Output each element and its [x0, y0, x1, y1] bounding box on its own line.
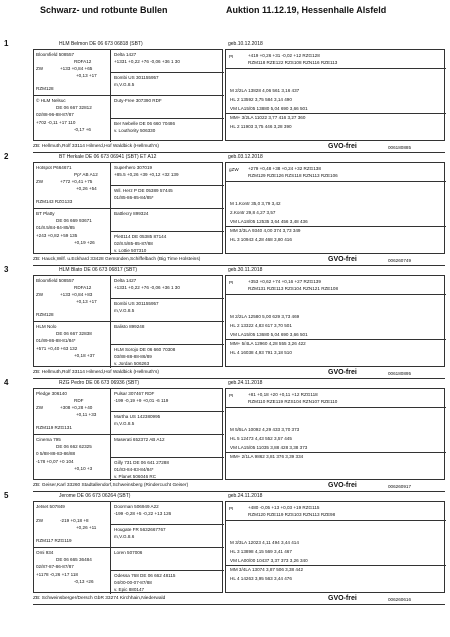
maternal-granddam-dates: 01/83-84-83-84/84* — [114, 467, 154, 472]
sire-values: +772 +0,41 +75 — [60, 179, 93, 184]
performance-box — [225, 162, 445, 254]
performance-divider — [226, 68, 446, 69]
dam-dates: 0 5/88-88-83-86/88 — [36, 451, 76, 456]
sire-zw-label: ZW — [36, 66, 44, 71]
paternal-grandsire: Pulsar 307467 RDF — [114, 391, 155, 396]
dam-values: +1178 -0,26 +17 118 — [36, 572, 78, 577]
lactation-row: M 2/2LA 12580 5,00 629 3,73 469 — [230, 314, 300, 319]
lactation-row: M 5/5LA 10092 4,29 433 3,70 373 — [230, 427, 300, 432]
paternal-grandsire: Doorman 506949 A22 — [114, 504, 159, 509]
entry-id: 006260749 — [388, 258, 411, 263]
sire-values-2: +0,26 +54 — [76, 186, 97, 191]
lactation-row: M 2/2LA 13828 4,06 561 3,16 437 — [230, 88, 300, 93]
maternal-granddam-dates: 04/00-00-07-87/88 — [114, 580, 152, 585]
birth-date: geb.10.12.2018 — [228, 41, 263, 47]
pedigree-divider — [34, 208, 110, 209]
sire-zw-label: ZW — [36, 292, 44, 297]
birth-date: geb.24.11.2018 — [228, 380, 263, 386]
auction-title: Auktion 11.12.19, Hessenhalle Alsfeld — [226, 5, 387, 15]
paternal-grandsire-values: +1331 +0,22 +76 -0,06 +36 1 30 — [114, 285, 180, 290]
pedigree-divider — [110, 344, 224, 345]
maternal-grandsire-dam: v. Epic 880147 — [114, 587, 145, 592]
pedigree-box — [33, 49, 223, 141]
dam-name: Cinema 795 — [36, 437, 61, 442]
sire-values: +133 +0,84 +65 — [60, 66, 93, 71]
sire-values-2: +0,26 +11 — [76, 525, 97, 530]
bull-name: Jerome DE 06 673 06264 (SBT) — [59, 493, 131, 499]
dam-id: DE 06 662 62325 — [56, 444, 92, 449]
lactation-row: HL 4 16038 4,93 791 3,18 510 — [230, 350, 292, 355]
entry-footer — [33, 256, 445, 264]
entry-id: 006260917 — [388, 484, 411, 489]
breeding-values: +353 +0,62 +74 +0,16 +27 RZG139 — [248, 279, 321, 284]
maternal-grandsire: Battlecry 899324 — [114, 211, 149, 216]
pedigree-divider — [110, 547, 224, 548]
dam-dates: 01/8.5/84-84-85/85 — [36, 225, 75, 230]
lot-number: 3 — [4, 265, 9, 274]
dam-values-2: -0,17 +6 — [74, 127, 91, 132]
lactation-row: VM LA15/05 11035 3,88 428 3,38 373 — [230, 445, 308, 450]
maternal-granddam: Gilly 731 DE 06 641 27288 — [114, 460, 169, 465]
dam-name: Omi 934 — [36, 550, 54, 555]
sire-zw-label: ZW — [36, 518, 44, 523]
lactation-row: HL 3 10943 4,28 468 3,80 416 — [230, 237, 292, 242]
page-header — [40, 5, 445, 17]
breeder-info: ZB: Hellmuth,Rolf 33114 Hilmerd,Hof Waldbick (Hellmuth's) — [33, 144, 159, 149]
lactation-row: MM+ 2/1LA 9862 3,81 376 3,39 334 — [230, 454, 304, 459]
dam-values-2: +0,10 +3 — [74, 466, 93, 471]
entry-title-row — [33, 40, 445, 49]
gvo-free-label: GVO-frei — [328, 595, 357, 602]
pedigree-divider — [110, 185, 224, 186]
pedigree-divider — [110, 72, 224, 73]
lot-number: 2 — [4, 152, 9, 161]
sire-rzm: RZM117 RZG119 — [36, 538, 72, 543]
dam-id: DE 06 667 32812 — [56, 105, 92, 110]
relative-breeding-values: RZM110 RZE119 RZS104 RZN107 RZE110 — [248, 399, 338, 404]
breeder-info: ZB: Hauck,Wilf. u.Eckhard 33428 Gemünden,Schiffelbach (Big Time Holsteins) — [33, 257, 201, 262]
entry-footer — [33, 369, 445, 377]
pedigree-divider — [110, 163, 111, 255]
entry-id: 006260616 — [388, 597, 411, 602]
gvo-free-label: GVO-frei — [328, 256, 357, 263]
performance-divider — [226, 520, 446, 521]
index-label: PI — [229, 393, 234, 398]
entry-title-row — [33, 153, 445, 162]
catalog-title: Schwarz- und rotbunte Bullen — [40, 5, 168, 15]
dam-values: -178 +0,07 +0 104 — [36, 459, 74, 464]
performance-box — [225, 388, 445, 480]
paternal-granddam-score: m,V.G.8.6 — [114, 534, 135, 539]
gvo-free-label: GVO-frei — [328, 482, 357, 489]
entry-title-row — [33, 266, 445, 275]
index-label: PI — [229, 280, 234, 285]
pedigree-divider — [34, 547, 110, 548]
pedigree-divider — [110, 95, 224, 96]
performance-box — [225, 275, 445, 367]
pedigree-box — [33, 275, 223, 367]
lactation-row: VM LA18/05 12535 3,64 456 3,48 436 — [230, 219, 308, 224]
bull-name: RZG Pedro DE 06 673 06936 (SBT) — [59, 380, 140, 386]
entry-title-row — [33, 492, 445, 501]
pedigree-divider — [110, 231, 224, 232]
sire-code: Pp* AB A12 — [74, 172, 98, 177]
relative-breeding-values: RZM118 RZE122 RZS108 RZN116 RZE113 — [248, 60, 338, 65]
paternal-grandsire-values: +1331 +0,22 +76 -0,06 +36 1 30 — [114, 59, 180, 64]
dam-id: DE 06 667 32838 — [56, 331, 92, 336]
lactation-row: VM LA15/05 13880 5,04 690 3,66 501 — [230, 106, 308, 111]
maternal-grandsire: Maserati 652372 AB A12 — [114, 437, 165, 442]
dam-name: HLM Nolo — [36, 324, 57, 329]
sire-rzm: RZM128 — [36, 86, 54, 91]
bull-name: HLM Blato DE 06 673 06817 (SBT) — [59, 267, 138, 273]
sire-values-2: +0,13 +17 — [76, 299, 97, 304]
breeder-info: ZB: Hellmuth,Rolf 33114 Hilmerd,Hof Waldbick (Hellmuth's) — [33, 370, 159, 375]
dam-name: © HLM Nelsuc — [36, 98, 66, 103]
dam-dates: 02/88-96-88-87/87 — [36, 112, 74, 117]
sire-values: -219 +0,18 +8 — [60, 518, 89, 523]
performance-box — [225, 49, 445, 141]
performance-divider — [226, 226, 446, 227]
lactation-row: MM 3/3LA 9340 4,00 374 3,73 349 — [230, 228, 301, 233]
entry-footer — [33, 143, 445, 151]
lactation-row: VM LA00/00 10437 3,37 373 3,26 340 — [230, 558, 308, 563]
paternal-granddam-score: m,V.G.8.5 — [114, 82, 135, 87]
bull-name: BT Herkale DE 06 673 06941 (SBT) ET A12 — [59, 154, 157, 160]
lactation-row: HL 2 13592 3,75 584 3,14 490 — [230, 97, 292, 102]
paternal-grandsire-values: -199 -0,28 +5 -0,22 +13 126 — [114, 511, 172, 516]
sire-name: Bloomfield 508557 — [36, 278, 75, 283]
dam-values-2: +0,18 +37 — [74, 353, 95, 358]
gvo-free-label: GVO-frei — [328, 143, 357, 150]
maternal-granddam: Ber Nebelle DE 06 660 70486 — [114, 121, 176, 126]
dam-values-2: -0,13 +26 — [74, 579, 94, 584]
pedigree-box — [33, 162, 223, 254]
maternal-grandsire: Duty-Free 307390 RDF — [114, 98, 162, 103]
paternal-grandsire: Delta 1427 — [114, 52, 137, 57]
lot-number: 4 — [4, 378, 9, 387]
pedigree-divider — [34, 95, 110, 96]
dam-dates: 01/89-86-88-81/84* — [36, 338, 76, 343]
index-label: PI — [229, 506, 234, 511]
lactation-row: M 3/3LA 12023 4,11 494 3,44 414 — [230, 540, 299, 545]
sire-values: +308 +0,28 +40 — [60, 405, 93, 410]
sire-zw-label: ZW — [36, 405, 44, 410]
bull-name: HLM Belmon DE 06 673 06818 (SBT) — [59, 41, 143, 47]
dam-name: BT Platty — [36, 211, 55, 216]
paternal-granddam: Bombi US 301155957 — [114, 301, 159, 306]
lot-number: 1 — [4, 39, 9, 48]
pedigree-box — [33, 388, 223, 480]
maternal-grandsire-dam: v. Planet 506046 RC — [114, 474, 157, 479]
breeding-values: +419 +0,26 +31 -0,02 +12 RZG128 — [248, 53, 320, 58]
relative-breeding-values: RZM131 RZE113 RZS104 RZN121 RZE108 — [248, 286, 339, 291]
birth-date: geb.24.11.2018 — [228, 493, 263, 499]
birth-date: geb.30.11.2018 — [228, 267, 263, 273]
relative-breeding-values: RZM129 RZE126 RZS118 RZN113 RZE106 — [248, 173, 338, 178]
index-label: gZW — [229, 167, 239, 172]
breeder-info: ZB: Schweinsberger/Dersch GbR 33274 Kirchhain,Niederwald — [33, 596, 166, 601]
sire-zw-label: ZW — [36, 179, 44, 184]
sire-name: Jetset 507849 — [36, 504, 65, 509]
gvo-free-label: GVO-frei — [328, 369, 357, 376]
sire-code: RDFA12 — [74, 285, 92, 290]
paternal-granddam: Bombi US 301155957 — [114, 75, 159, 80]
maternal-granddam-dates: 03/88-88-88-86/89 — [114, 354, 152, 359]
pedigree-box — [33, 501, 223, 593]
maternal-granddam: HLM Sorojo DE 06 660 70308 — [114, 347, 176, 352]
pedigree-divider — [110, 434, 224, 435]
lactation-row: HL 2 13322 4,83 617 3,70 501 — [230, 323, 292, 328]
maternal-granddam-dates: 02/8.5/85-85-87/88 — [114, 241, 153, 246]
pedigree-divider — [110, 411, 224, 412]
dam-dates: 02/87-87-86-87/87 — [36, 564, 74, 569]
sire-values: +133 +0,84 +83 — [60, 292, 93, 297]
lot-number: 5 — [4, 491, 9, 500]
entry-title-row — [33, 379, 445, 388]
birth-date: geb.03.12.2018 — [228, 154, 263, 160]
paternal-granddam: Wil. Herz P DE 05389 57445 — [114, 188, 173, 193]
pedigree-divider — [110, 389, 111, 481]
index-label: PI — [229, 54, 234, 59]
maternal-grandsire-dam: v. Jordan 506263 — [114, 361, 150, 366]
pedigree-divider — [110, 208, 224, 209]
performance-divider — [226, 113, 446, 114]
breeder-info: ZB: Geiser,Karl 33260 Stadtallendorf,Schweinsberg (Rindercucht Geiser) — [33, 483, 189, 488]
performance-divider — [226, 181, 446, 182]
lactation-row: HL 3 13898 4,15 569 3,41 467 — [230, 549, 292, 554]
dam-values: +702 -0,11 +17 110 — [36, 120, 76, 125]
pedigree-divider — [110, 276, 111, 368]
breeding-values: +279 +0,48 +38 +0,24 +32 RZG138 — [248, 166, 321, 171]
entry-id: 006180885 — [388, 145, 411, 150]
sire-name: Hotspot P664671 — [36, 165, 72, 170]
sire-code: RDF — [74, 398, 84, 403]
lactation-row: HL 4 14263 3,95 563 3,44 476 — [230, 576, 292, 581]
paternal-granddam-score: m,V.G.8.5 — [114, 421, 135, 426]
lactation-row: M 1.Kontr 35,0 3,79 3,42 — [230, 201, 281, 206]
sire-rzm: RZM119 RZG131 — [36, 425, 72, 430]
pedigree-divider — [110, 50, 111, 142]
sire-name: Pledge 306140 — [36, 391, 67, 396]
breeding-values: +81 +0,18 +20 +0,11 +12 RZG118 — [248, 392, 318, 397]
paternal-grandsire-values: +85.5 +0,26 +39 +0,12 +32 139 — [114, 172, 179, 177]
paternal-granddam-score: m,V.G.8.5 — [114, 308, 135, 313]
pedigree-divider — [110, 524, 224, 525]
maternal-grandsire: Loren 507006 — [114, 550, 143, 555]
entry-footer — [33, 482, 445, 490]
pedigree-divider — [34, 321, 110, 322]
maternal-granddam-dates: v. Louthority 506330 — [114, 128, 156, 133]
pedigree-divider — [110, 118, 224, 119]
relative-breeding-values: RZM120 RZE119 RZS103 RZN113 RZE98 — [248, 512, 336, 517]
lactation-row: MM+ 3/2LA 11022 3,77 416 3,27 360 — [230, 115, 306, 120]
dam-values: +243 +0,82 +59 135 — [36, 233, 78, 238]
lactation-row: VM LA15/05 13680 5,04 690 3,66 501 — [230, 332, 308, 337]
maternal-granddam: Plett114 DE 05385 87144 — [114, 234, 167, 239]
dam-id: DE 06 665 36484 — [56, 557, 92, 562]
sire-rzm: RZM143 RZG133 — [36, 199, 73, 204]
maternal-grandsire-dam: v. Lottie 507310 — [114, 248, 147, 253]
pedigree-divider — [110, 570, 224, 571]
pedigree-divider — [34, 434, 110, 435]
performance-divider — [226, 407, 446, 408]
maternal-grandsire: Balisto 899248 — [114, 324, 145, 329]
paternal-grandsire-values: -199 -0,19 +9 +0,01 -6 119 — [114, 398, 169, 403]
paternal-granddam: Martha US 142380995 — [114, 414, 161, 419]
breeding-values: +480 -0,05 +13 +0,03 +19 RZG115 — [248, 505, 320, 510]
paternal-granddam: Hougate FR 5632667767 — [114, 527, 166, 532]
entry-id: 006180895 — [388, 371, 411, 376]
entry-separator — [33, 604, 445, 605]
maternal-granddam: Odessa 768 DE 06 662 48115 — [114, 573, 176, 578]
lactation-row: HL 5 12473 4,43 552 3,57 445 — [230, 436, 292, 441]
performance-divider — [226, 294, 446, 295]
pedigree-divider — [110, 321, 224, 322]
performance-divider — [226, 339, 446, 340]
lactation-row: MM+ 5/4LA 12960 4,28 555 3,26 422 — [230, 341, 306, 346]
performance-divider — [226, 565, 446, 566]
pedigree-divider — [110, 457, 224, 458]
sire-name: Bloomfield 508557 — [36, 52, 75, 57]
pedigree-divider — [110, 502, 111, 594]
sire-values-2: +0,11 +33 — [76, 412, 97, 417]
pedigree-divider — [110, 298, 224, 299]
lactation-row: MM 3/4LA 13074 3,87 506 3,38 442 — [230, 567, 304, 572]
lactation-row: HL 2 11903 3,75 446 3,28 390 — [230, 124, 292, 129]
paternal-grandsire: Superhero 307019 — [114, 165, 153, 170]
paternal-grandsire: Delta 1427 — [114, 278, 137, 283]
performance-divider — [226, 452, 446, 453]
paternal-granddam-score: 01/85-86-85-84/85* — [114, 195, 154, 200]
dam-values-2: +0,19 +26 — [74, 240, 95, 245]
dam-id: DE 06 669 93671 — [56, 218, 92, 223]
lactation-row: 2.Kontr 29,8 4,27 3,57 — [230, 210, 276, 215]
sire-values-2: +0,13 +17 — [76, 73, 97, 78]
performance-box — [225, 501, 445, 593]
sire-code: RDFA12 — [74, 59, 92, 64]
dam-values: +571 +0,40 +63 132 — [36, 346, 78, 351]
entry-footer — [33, 595, 445, 603]
sire-rzm: RZM128 — [36, 312, 54, 317]
